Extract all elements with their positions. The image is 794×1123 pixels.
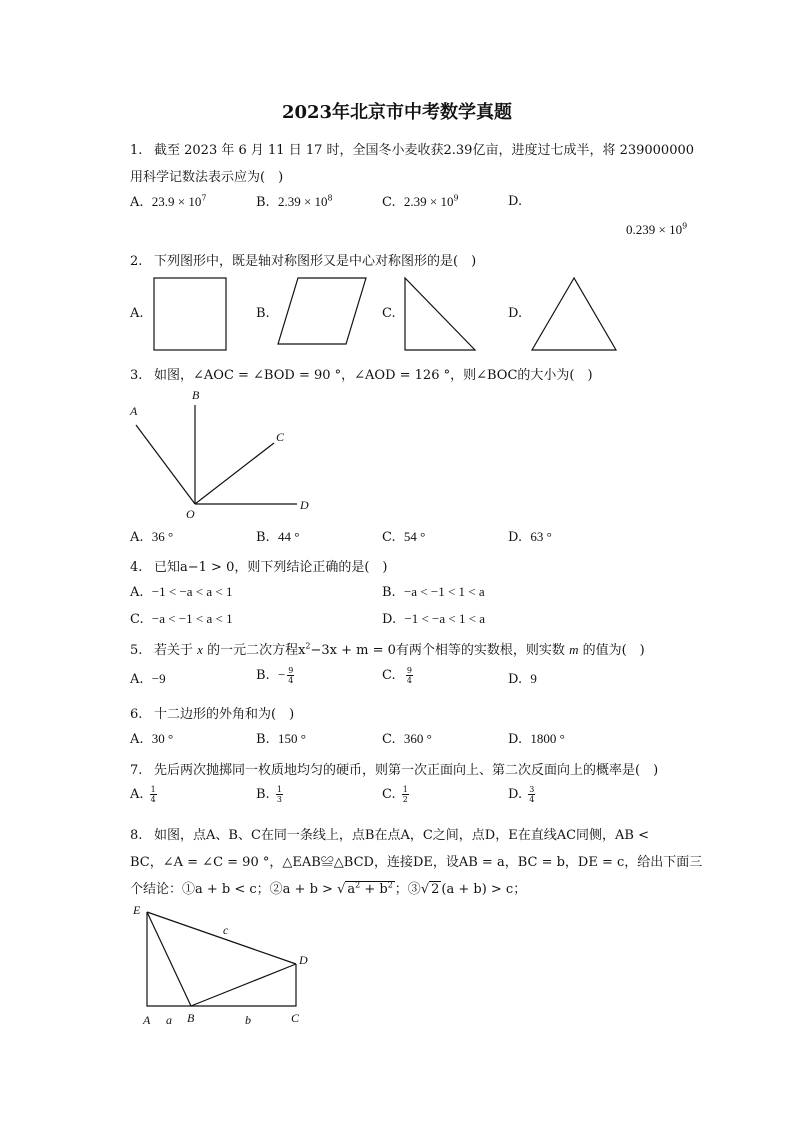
fraction [276,785,283,804]
option-b [382,584,485,600]
question-text: 先后两次抛掷同一枚质地均匀的硬币，则第一次正面向上、第二次反面向上的概率是( ) [154,763,659,778]
option-a [130,529,173,545]
option-label: D. [508,787,523,802]
label-a-length: a [166,1013,172,1027]
question-number: 1. [130,143,143,158]
option-c [382,731,432,747]
label-d: D [299,953,308,967]
option-value: 44 ° [277,529,300,544]
question-text: 的值为( ) [582,643,645,658]
label-c: C [276,430,285,444]
question-text: 如图，点A、B、C在同一条线上，点B在点A，C之间，点D，E在直线AC同侧，AB < [154,828,649,843]
option-a [130,584,233,600]
option-value: 2.39 × 10 [277,194,328,209]
exponent: 2 [305,641,311,651]
question-5 [130,639,645,658]
label-b: B [187,1011,195,1025]
exponent: 2 [387,880,393,890]
option-value: 54 ° [403,529,426,544]
option-label: A. [130,732,144,747]
ray-oa [136,425,195,504]
option-label: D. [382,612,397,627]
segment-eb [147,912,191,1006]
option-value: 36 ° [151,529,174,544]
option-value: 30 ° [151,731,174,746]
option-value: 0.239 × 10 [626,222,683,237]
option-label: D. [508,672,523,687]
numerator: 3 [529,785,535,794]
option-value: −a < −1 < a < 1 [151,611,233,626]
radical: 2 [431,882,440,897]
option-value: 9 [530,671,537,686]
denominator: 4 [529,795,535,804]
option-label: D. [508,530,523,545]
option-label: C. [382,530,396,545]
question-text: (a + b) > c； [441,882,527,897]
option-label: C. [130,612,144,627]
option-label: C. [382,195,396,210]
option-label: A. [130,672,144,687]
label-e: E [133,903,141,917]
option-value: −9 [151,671,166,686]
triangle-figure [125,900,325,1035]
denominator: 4 [406,676,412,685]
option-label: A. [130,530,144,545]
question-8 [130,824,649,843]
option-c-label: C. [382,306,396,321]
fraction [406,666,413,685]
page-title: 2023年北京市中考数学真题 [281,102,513,123]
ray-oc [195,443,274,504]
label-a: A [130,404,138,418]
question-number: 6. [130,707,143,722]
option-c [130,611,233,627]
option-d [508,529,552,545]
question-text: −3x + m = 0有两个相等的实数根，则实数 [310,643,565,658]
question-7 [130,759,658,778]
option-a-label: A. [130,306,144,321]
question-3 [130,364,593,383]
numerator: 1 [150,785,156,794]
question-text: 的一元二次方程x [207,643,306,658]
question-text: 已知a−1 > 0，则下列结论正确的是( ) [154,560,388,575]
denominator: 3 [276,795,282,804]
question-number: 2. [130,254,143,269]
option-c [382,666,415,685]
option-d [508,671,537,687]
option-b [256,529,299,545]
question-number: 3. [130,368,143,383]
option-d [508,785,537,804]
question-text: 如图，∠AOC = ∠BOD = 90 °，∠AOD = 126 °，则∠BOC的大小为( ) [154,368,593,383]
option-d-label: D. [508,194,523,209]
question-8-line2: BC，∠A = ∠C = 90 °，△EAB≌△BCD，连接DE，设AB = a，BC = b，DE = c，给出下面三 [130,855,703,870]
option-label: B. [256,787,270,802]
option-d-label: D. [508,306,523,321]
numerator: 1 [402,785,408,794]
question-1-line2: 用科学记数法表示应为( ) [130,170,284,185]
option-b [256,731,306,747]
radicand: + b [360,882,388,897]
parallelogram-shape [278,278,366,344]
question-text: 十二边形的外角和为( ) [154,707,295,722]
option-label: C. [382,787,396,802]
option-c [382,785,411,804]
question-text: 截至 2023 年 6 月 11 日 17 时，全国冬小麦收获2.39亿亩，进度过七成半，将 239000000 [154,143,695,158]
question-6 [130,703,294,722]
exponent: 9 [682,221,688,231]
option-c [382,529,425,545]
option-value: −1 < −a < 1 < a [404,611,486,626]
right-triangle-shape [405,278,475,350]
option-label: C. [382,668,396,683]
label-b: B [192,388,200,402]
variable: m [569,642,579,657]
option-value: −1 < −a < a < 1 [151,584,233,599]
option-a [130,671,166,687]
option-d [508,731,565,747]
denominator: 4 [150,795,156,804]
exponent: 7 [201,193,207,203]
numerator: 9 [406,666,412,675]
option-label: D. [508,732,523,747]
option-label: B. [382,585,396,600]
option-b [256,666,296,685]
angle-figure [120,385,320,525]
option-a [130,785,159,804]
option-value: 1800 ° [530,731,565,746]
option-label: C. [382,732,396,747]
option-label: B. [256,195,270,210]
option-a [130,731,173,747]
option-label: B. [256,530,270,545]
option-label: B. [256,668,270,683]
label-c-length: c [223,923,229,937]
square-shape [154,278,226,350]
question-number: 4. [130,560,143,575]
fraction [528,785,535,804]
label-a: A [143,1013,151,1027]
segment-bd [191,964,296,1006]
fraction [287,666,294,685]
question-number: 8. [130,828,143,843]
option-value: −a < −1 < 1 < a [403,584,485,599]
option-value: 150 ° [277,731,306,746]
option-b [256,785,285,804]
question-4 [130,556,388,575]
equilateral-triangle-shape [532,278,616,350]
radicand: a [347,882,356,897]
fraction [402,785,409,804]
variable: x [197,642,203,657]
numerator: 1 [276,785,282,794]
option-label: A. [130,787,144,802]
option-value: 63 ° [530,529,552,544]
label-c: C [291,1011,300,1025]
denominator: 4 [288,676,294,685]
denominator: 2 [402,795,408,804]
label-d: D [300,498,309,512]
label-b-length: b [245,1013,251,1027]
option-b-label: B. [256,306,270,321]
question-text: ；③ [394,882,421,897]
question-text: 个结论：①a + b < c；②a + b > [130,882,338,897]
exponent: 8 [327,193,333,203]
option-value: 2.39 × 10 [403,194,454,209]
question-number: 7. [130,763,143,778]
exponent: 9 [453,193,459,203]
exponent: 2 [355,880,361,890]
question-number: 5. [130,643,143,658]
numerator: 9 [288,666,294,675]
minus-sign: − [277,667,286,682]
option-label: A. [130,585,144,600]
radical [345,881,394,897]
fraction [150,785,157,804]
segment-ed [147,912,296,964]
question-text: 若关于 [154,643,194,658]
option-d [382,611,485,627]
question-text: 下列图形中，既是轴对称图形又是中心对称图形的是( ) [154,254,477,269]
option-value: 360 ° [403,731,432,746]
label-o: O [186,507,195,521]
question-8-line3: 个结论：①a + b < c；②a + b > √ $a^2 + b^2$ ；③√ 2 (a + b) > c； [130,880,527,897]
option-label: B. [256,732,270,747]
option-value: 23.9 × 10 [151,194,202,209]
option-label: A. [130,195,144,210]
